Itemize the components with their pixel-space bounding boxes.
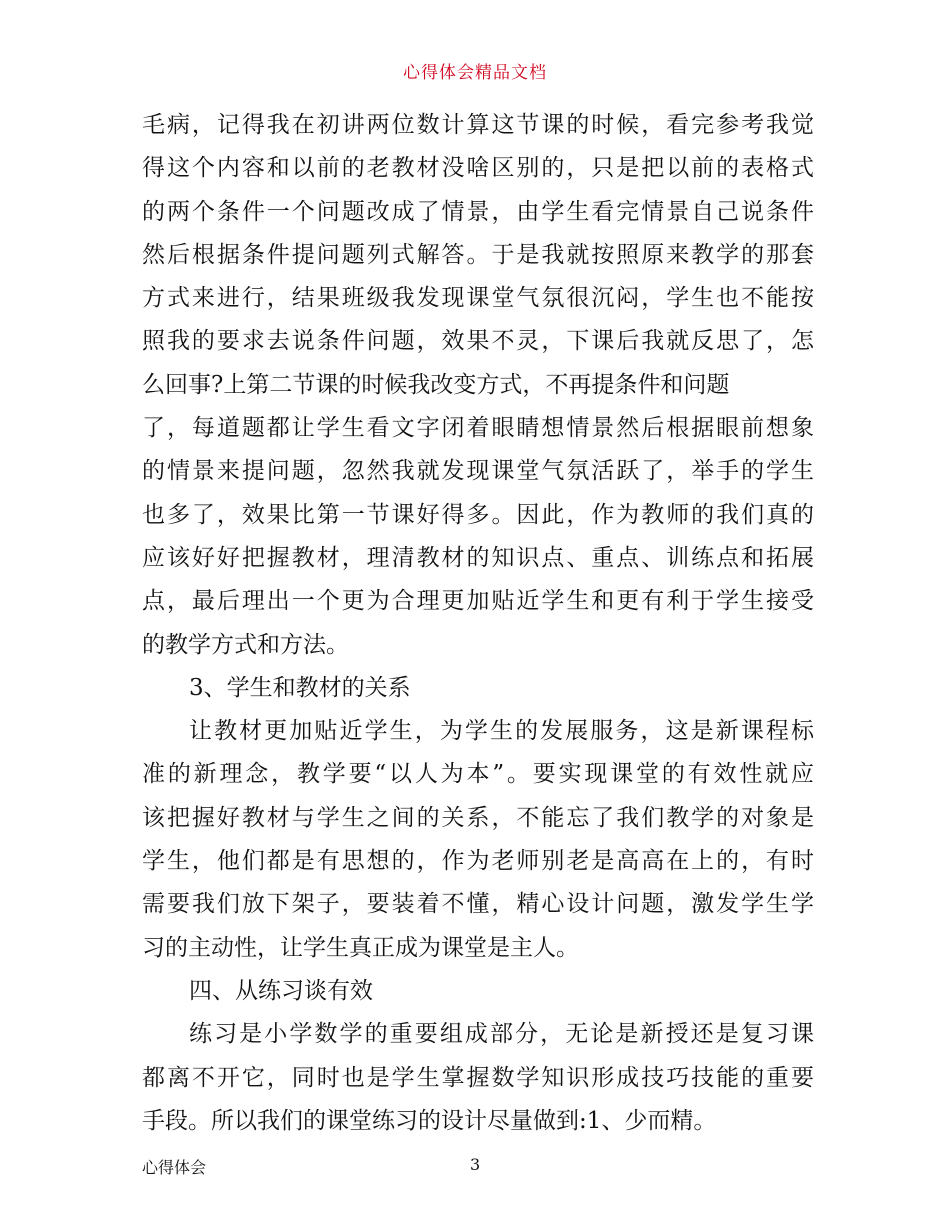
text-line: 照我的要求去说条件问题，效果不灵，下课后我就反思了，怎 xyxy=(142,328,814,355)
text-line: 让教材更加贴近学生，为学生的发展服务，这是新课程标 xyxy=(189,718,814,745)
text-line: 得这个内容和以前的老教材没啥区别的，只是把以前的表格式 xyxy=(142,155,814,182)
footer-label: 心得体会 xyxy=(142,1158,207,1177)
paragraph xyxy=(142,1013,814,1143)
header-title: 心得体会精品文档 xyxy=(403,63,547,83)
text-line: 学生，他们都是有思想的，作为老师别老是高高在上的，有时 xyxy=(142,848,814,875)
page-number: 3 xyxy=(470,1155,481,1174)
heading-text: 3、学生和教材的关系 xyxy=(189,674,411,701)
text-line: 准的新理念，教学要“以人为本”。要实现课堂的有效性就应 xyxy=(142,761,814,788)
text-line: 练习是小学数学的重要组成部分，无论是新授还是复习课 xyxy=(189,1021,814,1048)
text-line: 点，最后理出一个更为合理更加贴近学生和更有利于学生接受 xyxy=(142,588,814,615)
paragraph xyxy=(142,104,814,667)
section-heading xyxy=(142,970,814,1013)
text-line: 么回事?上第二节课的时候我改变方式，不再提条件和问题 xyxy=(142,371,730,398)
text-line: 也多了，效果比第一节课好得多。因此，作为教师的我们真的 xyxy=(142,501,814,528)
section-heading xyxy=(142,667,814,710)
text-line: 的两个条件一个问题改成了情景，由学生看完情景自己说条件 xyxy=(142,198,814,225)
text-line: 毛病，记得我在初讲两位数计算这节课的时候，看完参考我觉 xyxy=(142,112,814,138)
document-body xyxy=(142,104,814,1143)
text-line: 手段。所以我们的课堂练习的设计尽量做到:1、少而精。 xyxy=(142,1107,717,1134)
text-line: 习的主动性，让学生真正成为课堂是主人。 xyxy=(142,934,579,961)
text-line: 的情景来提问题，忽然我就发现课堂气氛活跃了，举手的学生 xyxy=(142,458,814,485)
text-line: 应该好好把握教材，理清教材的知识点、重点、训练点和拓展 xyxy=(142,544,814,571)
text-line: 然后根据条件提问题列式解答。于是我就按照原来教学的那套 xyxy=(142,241,814,268)
paragraph xyxy=(142,710,814,970)
heading-text: 四、从练习谈有效 xyxy=(189,977,373,1004)
text-line: 的教学方式和方法。 xyxy=(142,631,349,658)
text-line: 需要我们放下架子，要装着不懂，精心设计问题，激发学生学 xyxy=(142,891,814,918)
text-line: 该把握好教材与学生之间的关系，不能忘了我们教学的对象是 xyxy=(142,804,814,831)
text-line: 方式来进行，结果班级我发现课堂气氛很沉闷，学生也不能按 xyxy=(142,285,814,312)
text-line: 了，每道题都让学生看文字闭着眼睛想情景然后根据眼前想象 xyxy=(142,415,814,442)
text-line: 都离不开它，同时也是学生掌握数学知识形成技巧技能的重要 xyxy=(142,1064,814,1091)
